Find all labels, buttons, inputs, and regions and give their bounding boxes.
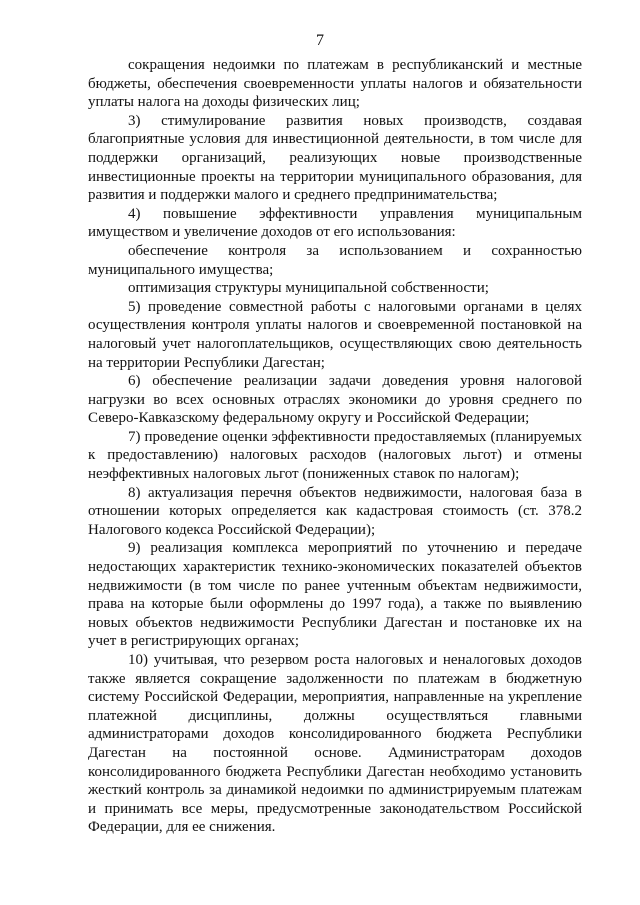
paragraph-item-7: 7) проведение оценки эффективности предоставляемых (планируемых к предоставлению) налоговых расходов (налоговых льгот) и отмены неэффективных налоговых льгот (пониженных ставок по налогам);: [88, 428, 582, 483]
paragraph-item-9: 9) реализация комплекса мероприятий по уточнению и передаче недостающих характеристик технико-экономических показателей объектов недвижимости (в том числе по ранее учтенным объектам недвижимости, права на которые были оформлены до 1997 года), а также по выявлению новых объектов недвижимости Республики Дагестан и постановке их на учет в регистрирующих органах;: [88, 540, 582, 650]
paragraph-subitem-control: обеспечение контроля за использованием и сохранностью муниципального имущества;: [88, 242, 582, 278]
paragraph-item-4: 4) повышение эффективности управления муниципальным имуществом и увеличение доходов от его использования:: [88, 205, 582, 241]
paragraph-item-5: 5) проведение совместной работы с налоговыми органами в целях осуществления контроля уплаты налогов и своевременной постановкой на налоговый учет налогоплательщиков, осуществляющих свою деятельность на территории Республики Дагестан;: [88, 298, 582, 371]
page-number: 7: [316, 32, 324, 49]
paragraph-item-10: 10) учитывая, что резервом роста налоговых и неналоговых доходов также является сокращение задолженности по платежам в бюджетную систему Российской Федерации, мероприятия, направленные на укрепление платежной дисциплины, должны осуществляться главными администраторами доходов консолидированного бюджета Республики Дагестан на постоянной основе. Администраторам доходов консолидированного бюджета Республики Дагестан необходимо установить жесткий контроль за динамикой недоимки по администрируемым платежам и принимать все меры, предусмотренные законодательством Российской Федерации, для ее снижения.: [88, 652, 582, 836]
paragraph-item-6: 6) обеспечение реализации задачи доведения уровня налоговой нагрузки во всех основных отраслях экономики до уровня среднего по Северо-Кавказскому федеральному округу и Российской Федерации;: [88, 373, 582, 427]
paragraph-continuation: сокращения недоимки по платежам в республиканский и местные бюджеты, обеспечения своевременности уплаты налогов и обязательности уплаты налога на доходы физических лиц;: [88, 57, 582, 111]
paragraph-item-3: 3) стимулирование развития новых производств, создавая благоприятные условия для инвестиционной деятельности, в том числе для поддержки организаций, реализующих новые производственные инвестиционные проекты на территории муниципального образования, для развития и поддержки малого и среднего предпринимательства;: [88, 112, 582, 204]
paragraph-subitem-optimization: оптимизация структуры муниципальной собственности;: [128, 280, 489, 297]
document-body: [88, 56, 582, 837]
paragraph-item-8: 8) актуализация перечня объектов недвижимости, налоговая база в отношении которых определяется как кадастровая стоимость (ст. 378.2 Налогового кодекса Российской Федерации);: [88, 484, 582, 538]
